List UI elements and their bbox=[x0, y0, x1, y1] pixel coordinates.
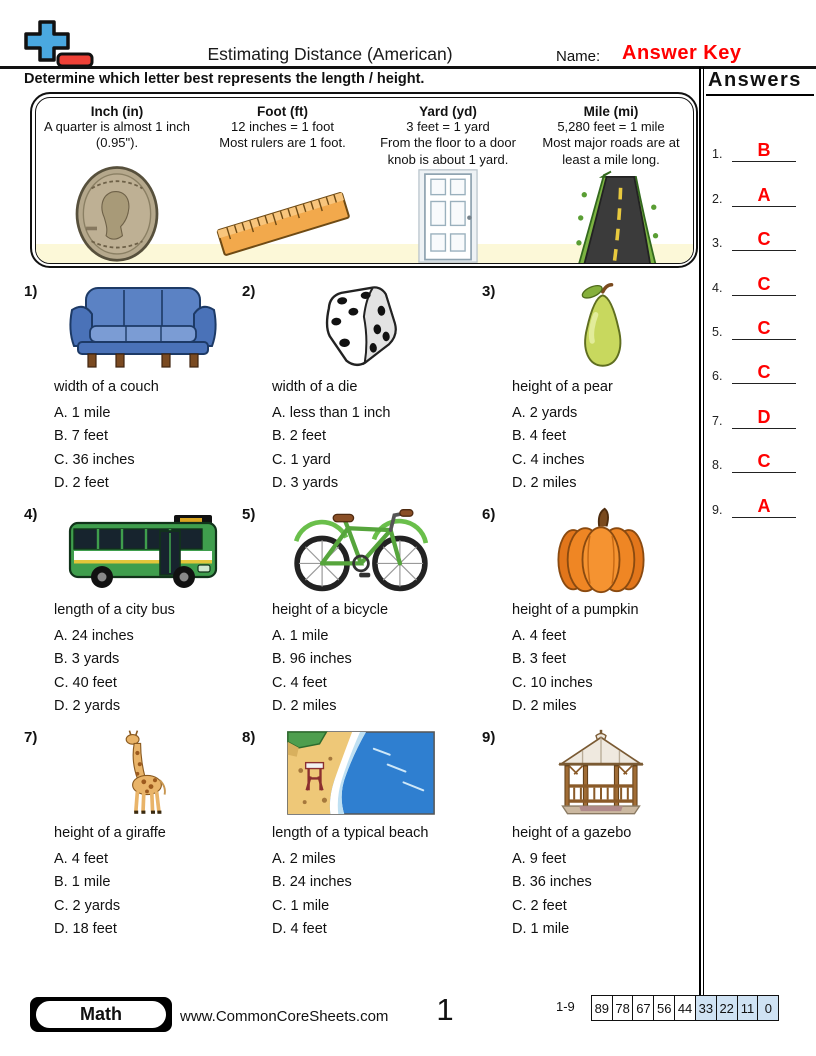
question-number: 4) bbox=[24, 506, 38, 523]
question-options bbox=[54, 625, 240, 719]
question-options bbox=[54, 402, 240, 496]
option-c: C. 1 yard bbox=[272, 451, 331, 468]
answer-letter: A bbox=[732, 186, 796, 207]
option-c: C. 2 yards bbox=[54, 897, 121, 914]
question-caption: length of a city bus bbox=[54, 602, 175, 618]
option-b: B. 1 mile bbox=[54, 874, 111, 891]
question-caption: height of a pumpkin bbox=[512, 602, 639, 618]
website-url: www.CommonCoreSheets.com bbox=[180, 1008, 389, 1025]
score-cell-highlighted: 0 bbox=[757, 995, 779, 1021]
answer-number: 5. bbox=[712, 324, 723, 339]
answer-item bbox=[706, 296, 814, 340]
info-desc: 5,280 feet = 1 mile bbox=[557, 118, 665, 134]
door-icon bbox=[415, 169, 481, 263]
score-table bbox=[592, 995, 779, 1021]
score-cell: 89 bbox=[591, 995, 613, 1021]
option-d: D. 2 feet bbox=[54, 475, 109, 492]
question-caption: width of a couch bbox=[54, 379, 159, 395]
question-number: 1) bbox=[24, 283, 38, 300]
answer-number: 9. bbox=[712, 502, 723, 517]
answer-letter: B bbox=[732, 141, 796, 162]
answer-letter: C bbox=[732, 275, 796, 296]
instruction-text: Determine which letter best represents the length / height. bbox=[24, 71, 425, 87]
answers-divider-line bbox=[699, 67, 704, 995]
question-8 bbox=[242, 729, 458, 942]
option-d: D. 2 miles bbox=[512, 698, 577, 715]
beach-icon bbox=[264, 729, 458, 817]
question-caption: height of a gazebo bbox=[512, 825, 632, 841]
info-desc: A quarter is almost 1 inch (0.95"). bbox=[44, 118, 190, 151]
option-d: D. 4 feet bbox=[272, 921, 327, 938]
question-caption: height of a pear bbox=[512, 379, 613, 395]
question-number: 5) bbox=[242, 506, 256, 523]
question-number: 6) bbox=[482, 506, 496, 523]
question-4 bbox=[24, 506, 240, 719]
question-1 bbox=[24, 283, 240, 496]
page-number: 1 bbox=[436, 992, 454, 1027]
question-number: 2) bbox=[242, 283, 256, 300]
pumpkin-icon bbox=[504, 506, 698, 594]
answer-item bbox=[706, 118, 814, 162]
answer-number: 4. bbox=[712, 280, 723, 295]
option-d: D. 3 yards bbox=[272, 475, 339, 492]
score-range-label: 1-9 bbox=[556, 999, 575, 1014]
option-d: D. 2 miles bbox=[512, 475, 577, 492]
option-b: B. 36 inches bbox=[512, 874, 592, 891]
answer-letter: A bbox=[732, 497, 796, 518]
question-options bbox=[272, 625, 458, 719]
score-cell: 44 bbox=[674, 995, 696, 1021]
info-col-mile bbox=[530, 98, 693, 263]
question-caption: height of a giraffe bbox=[54, 825, 166, 841]
name-label: Name: bbox=[556, 48, 601, 65]
answer-letter: C bbox=[732, 319, 796, 340]
question-options bbox=[512, 625, 698, 719]
score-cell: 67 bbox=[632, 995, 654, 1021]
question-number: 7) bbox=[24, 729, 38, 746]
option-d: D. 1 mile bbox=[512, 921, 570, 938]
answer-number: 6. bbox=[712, 369, 723, 384]
score-cell: 56 bbox=[653, 995, 675, 1021]
option-c: C. 1 mile bbox=[272, 897, 330, 914]
question-options bbox=[512, 402, 698, 496]
info-col-inch bbox=[36, 98, 199, 263]
question-caption: height of a bicycle bbox=[272, 602, 389, 618]
ruler-icon bbox=[203, 177, 363, 263]
option-b: B. 7 feet bbox=[54, 428, 109, 445]
math-label: Math bbox=[36, 1001, 166, 1028]
info-desc: Most rulers are 1 foot. bbox=[219, 135, 346, 151]
option-a: A. 9 feet bbox=[512, 851, 567, 867]
question-caption: length of a typical beach bbox=[272, 825, 429, 841]
question-options bbox=[512, 848, 698, 942]
question-options bbox=[54, 848, 240, 942]
option-b: B. 24 inches bbox=[272, 874, 352, 891]
answer-item bbox=[706, 429, 814, 473]
answer-item bbox=[706, 207, 814, 251]
answer-letter: C bbox=[732, 452, 796, 473]
question-2 bbox=[242, 283, 458, 496]
answer-item bbox=[706, 162, 814, 206]
answer-number: 8. bbox=[712, 458, 723, 473]
option-a: A. 1 mile bbox=[272, 628, 329, 644]
option-a: A. 2 miles bbox=[272, 851, 336, 867]
die-icon bbox=[264, 283, 458, 371]
option-b: B. 3 yards bbox=[54, 651, 120, 668]
option-b: B. 2 feet bbox=[272, 428, 327, 445]
question-5 bbox=[242, 506, 458, 719]
score-cell-highlighted: 33 bbox=[695, 995, 717, 1021]
option-a: A. 4 feet bbox=[54, 851, 109, 867]
answers-panel bbox=[706, 69, 814, 518]
question-number: 9) bbox=[482, 729, 496, 746]
info-desc: 3 feet = 1 yard bbox=[406, 118, 490, 134]
info-desc: 12 inches = 1 foot bbox=[231, 118, 334, 134]
answer-letter: C bbox=[732, 230, 796, 251]
option-c: C. 4 feet bbox=[272, 674, 327, 691]
question-7 bbox=[24, 729, 240, 942]
answer-item bbox=[706, 251, 814, 295]
question-3 bbox=[482, 283, 698, 496]
option-c: C. 36 inches bbox=[54, 451, 135, 468]
math-subject-badge bbox=[30, 997, 172, 1032]
option-a: A. 2 yards bbox=[512, 405, 578, 421]
units-info-box bbox=[30, 92, 698, 268]
units-info-box-inner bbox=[35, 97, 694, 264]
question-options bbox=[272, 848, 458, 942]
info-title: Mile (mi) bbox=[583, 103, 639, 119]
info-title: Yard (yd) bbox=[419, 103, 477, 119]
answer-key-text: Answer Key bbox=[622, 42, 742, 64]
option-c: C. 10 inches bbox=[512, 674, 593, 691]
header-divider bbox=[0, 66, 816, 69]
couch-icon bbox=[46, 283, 240, 371]
info-col-foot bbox=[199, 98, 367, 263]
option-a: A. 4 feet bbox=[512, 628, 567, 644]
option-c: C. 4 inches bbox=[512, 451, 585, 468]
question-number: 3) bbox=[482, 283, 496, 300]
option-d: D. 2 yards bbox=[54, 698, 121, 715]
info-title: Foot (ft) bbox=[257, 103, 308, 119]
gazebo-icon bbox=[504, 729, 698, 817]
answer-item bbox=[706, 473, 814, 517]
score-cell-highlighted: 22 bbox=[716, 995, 738, 1021]
info-title: Inch (in) bbox=[90, 103, 144, 119]
answer-number: 1. bbox=[712, 147, 723, 162]
city-bus-icon bbox=[46, 506, 240, 594]
quarter-coin-icon bbox=[69, 163, 165, 263]
question-options bbox=[272, 402, 458, 496]
answer-number: 7. bbox=[712, 413, 723, 428]
giraffe-icon bbox=[46, 729, 240, 817]
question-9 bbox=[482, 729, 698, 942]
option-a: A. 24 inches bbox=[54, 628, 134, 644]
option-a: A. less than 1 inch bbox=[272, 405, 391, 421]
answer-number: 2. bbox=[712, 191, 723, 206]
question-number: 8) bbox=[242, 729, 256, 746]
question-caption: width of a die bbox=[272, 379, 358, 395]
page-title: Estimating Distance (American) bbox=[207, 44, 453, 64]
option-d: D. 2 miles bbox=[272, 698, 337, 715]
answer-item bbox=[706, 384, 814, 428]
score-cell-highlighted: 11 bbox=[737, 995, 759, 1021]
option-b: B. 96 inches bbox=[272, 651, 352, 668]
info-col-yard bbox=[367, 98, 530, 263]
answers-list bbox=[706, 118, 814, 518]
info-desc: From the floor to a door knob is about 1 yard. bbox=[380, 135, 516, 167]
answer-number: 3. bbox=[712, 236, 723, 251]
option-b: B. 3 feet bbox=[512, 651, 567, 668]
option-c: C. 40 feet bbox=[54, 674, 117, 691]
commoncoresheets-logo-icon bbox=[18, 18, 96, 70]
option-c: C. 2 feet bbox=[512, 897, 567, 914]
road-icon bbox=[551, 168, 671, 263]
info-desc: Most major roads are at least a mile long. bbox=[542, 135, 680, 167]
question-6 bbox=[482, 506, 698, 719]
bicycle-icon bbox=[264, 506, 458, 594]
answers-title: Answers bbox=[706, 69, 814, 96]
option-b: B. 4 feet bbox=[512, 428, 567, 445]
option-a: A. 1 mile bbox=[54, 405, 111, 421]
pear-icon bbox=[504, 283, 698, 371]
answer-item bbox=[706, 340, 814, 384]
score-cell: 78 bbox=[612, 995, 634, 1021]
option-d: D. 18 feet bbox=[54, 921, 117, 938]
answer-letter: C bbox=[732, 363, 796, 384]
answer-letter: D bbox=[732, 408, 796, 429]
